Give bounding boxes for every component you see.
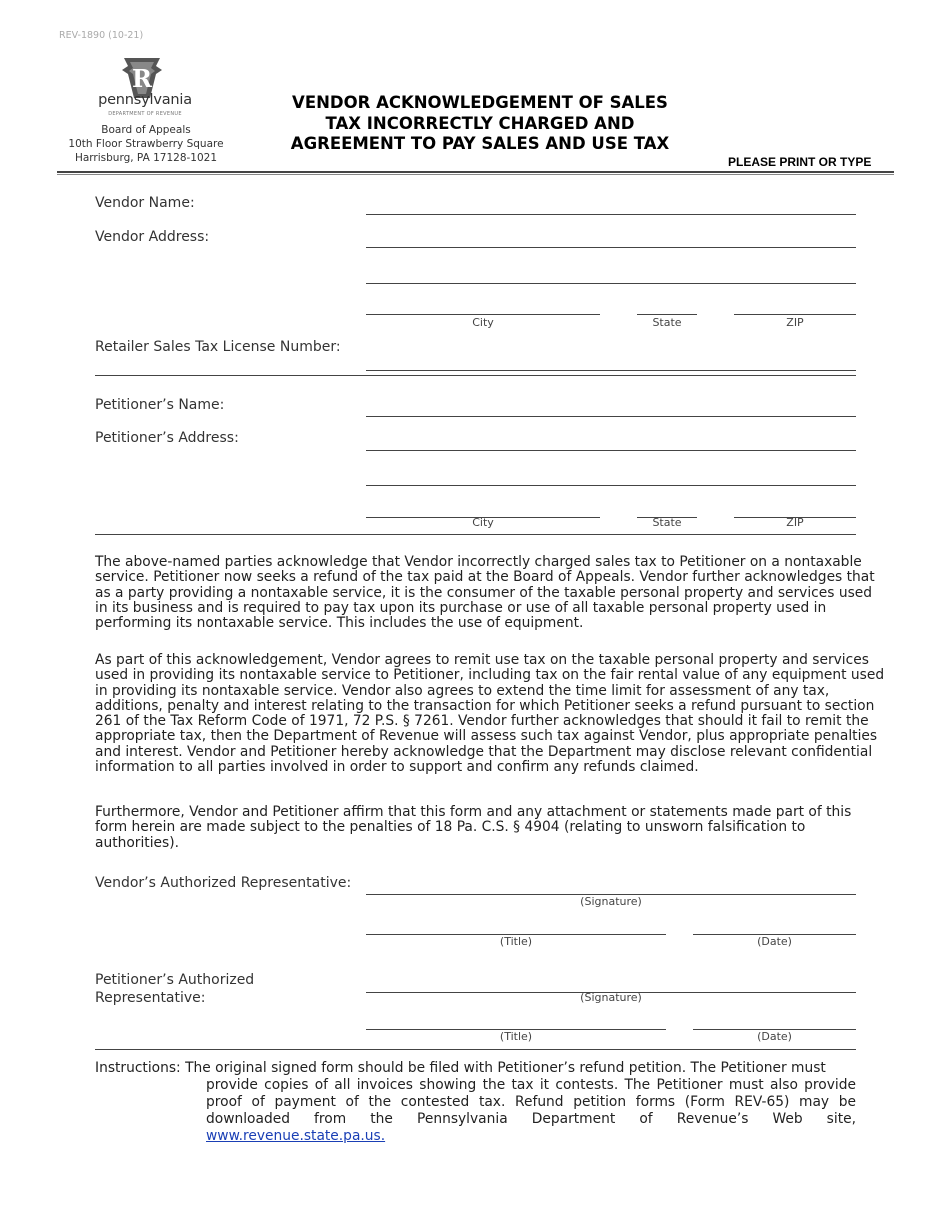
acknowledgement-paragraph: The above-named parties acknowledge that Vendor incorrectly charged sales tax to Petitioner on a nontaxable service. Petitioner now seeks a refund of the tax paid at the Board of Appeals. Vendor further acknowledges that as a party providing a nontaxable service, it is the consumer of the taxable personal property and services used in its business and is required to pay tax upon its purchase or use of all taxable personal property used in performing its nontaxable service. This includes the use of equipment. <box>95 554 875 632</box>
petitioner-city-caption: City <box>472 516 494 529</box>
org-subtitle: DEPARTMENT OF REVENUE <box>108 111 182 117</box>
address-line-3: Harrisburg, PA 17128-1021 <box>74 152 218 164</box>
section-separator-2 <box>95 534 856 535</box>
form-code: REV-1890 (10-21) <box>59 30 144 41</box>
vendor-name-field[interactable] <box>366 214 856 215</box>
title-line-1: VENDOR ACKNOWLEDGEMENT OF SALES <box>292 93 668 112</box>
vendor-address-line-1-field[interactable] <box>366 247 856 248</box>
license-number-label: Retailer Sales Tax License Number: <box>95 339 341 355</box>
instructions-body <box>206 1077 856 1145</box>
instructions <box>95 1060 856 1145</box>
address-line-1: Board of Appeals <box>101 124 191 136</box>
instructions-first-text: The original signed form should be filed with Petitioner’s refund petition. The Petitioner must <box>185 1060 826 1076</box>
section-separator-1 <box>95 375 856 376</box>
petitioner-address-label: Petitioner’s Address: <box>95 430 239 446</box>
vendor-zip-field[interactable] <box>734 314 856 315</box>
vendor-state-field[interactable] <box>637 314 697 315</box>
instructions-lead: Instructions: <box>95 1060 181 1076</box>
instructions-first-line <box>95 1060 856 1077</box>
vendor-city-caption: City <box>472 316 494 329</box>
petitioner-rep-label-1: Petitioner’s Authorized <box>95 972 255 988</box>
section-separator-3 <box>95 1049 856 1050</box>
petitioner-address-line-1-field[interactable] <box>366 450 856 451</box>
print-note: PLEASE PRINT OR TYPE <box>728 155 872 169</box>
vendor-city-field[interactable] <box>366 314 600 315</box>
logo-letter: R <box>132 64 152 93</box>
vendor-state-caption: State <box>652 316 682 329</box>
petitioner-zip-caption: ZIP <box>786 516 804 529</box>
title-line-3: AGREEMENT TO PAY SALES AND USE TAX <box>290 134 670 153</box>
vendor-name-label: Vendor Name: <box>95 195 195 211</box>
vendor-title-caption: (Title) <box>499 935 533 948</box>
license-number-field[interactable] <box>366 370 856 371</box>
petitioner-name-field[interactable] <box>366 416 856 417</box>
header-rule <box>57 171 894 173</box>
instructions-body-text: provide copies of all invoices showing the tax it contests. The Petitioner must also provide proof of payment of the contested tax. Refund petition forms (Form REV-65) may be downloaded from the Pennsylvania Department of Revenue’s Web site, <box>206 1077 856 1127</box>
petitioner-rep-label-2: Representative: <box>95 990 206 1006</box>
petitioner-date-caption: (Date) <box>757 1030 792 1043</box>
header-rule-thin <box>57 174 894 175</box>
petitioner-state-caption: State <box>652 516 682 529</box>
petitioner-title-caption: (Title) <box>499 1030 533 1043</box>
agreement-paragraph: As part of this acknowledgement, Vendor agrees to remit use tax on the taxable personal property and services used in providing its nontaxable service to Petitioner, including tax on the fair rental value of any equipment used in providing its nontaxable service. Vendor also agrees to extend the time limit for assessment of any tax, additions, penalty and interest relating to the transaction for which Petitioner seeks a refund pursuant to section 261 of the Tax Reform Code of 1971, 72 P.S. § 7261. Vendor further acknowledges that should it fail to remit the appropriate tax, then the Department of Revenue will assess such tax against Vendor, plus appropriate penalties and interest. Vendor and Petitioner hereby acknowledge that the Department may disclose relevant confidential information to all parties involved in order to support and confirm any refunds claimed. <box>95 652 885 776</box>
vendor-date-caption: (Date) <box>757 935 792 948</box>
title-line-2: TAX INCORRECTLY CHARGED AND <box>325 113 635 133</box>
petitioner-signature-caption: (Signature) <box>580 991 642 1004</box>
affirmation-paragraph: Furthermore, Vendor and Petitioner affirm that this form and any attachment or statements made part of this form herein are made subject to the penalties of 18 Pa. C.S. § 4904 (relating to unsworn falsification to authorities). <box>95 804 852 851</box>
org-name: pennsylvania <box>98 92 192 108</box>
petitioner-name-label: Petitioner’s Name: <box>95 397 225 413</box>
revenue-website-link[interactable]: www.revenue.state.pa.us. <box>206 1128 386 1144</box>
vendor-signature-caption: (Signature) <box>580 895 642 908</box>
vendor-zip-caption: ZIP <box>786 316 804 329</box>
vendor-address-label: Vendor Address: <box>95 229 210 245</box>
petitioner-address-line-2-field[interactable] <box>366 485 856 486</box>
address-line-2: 10th Floor Strawberry Square <box>68 138 224 150</box>
form-title <box>275 93 685 155</box>
vendor-address-line-2-field[interactable] <box>366 283 856 284</box>
vendor-rep-label: Vendor’s Authorized Representative: <box>95 875 352 891</box>
